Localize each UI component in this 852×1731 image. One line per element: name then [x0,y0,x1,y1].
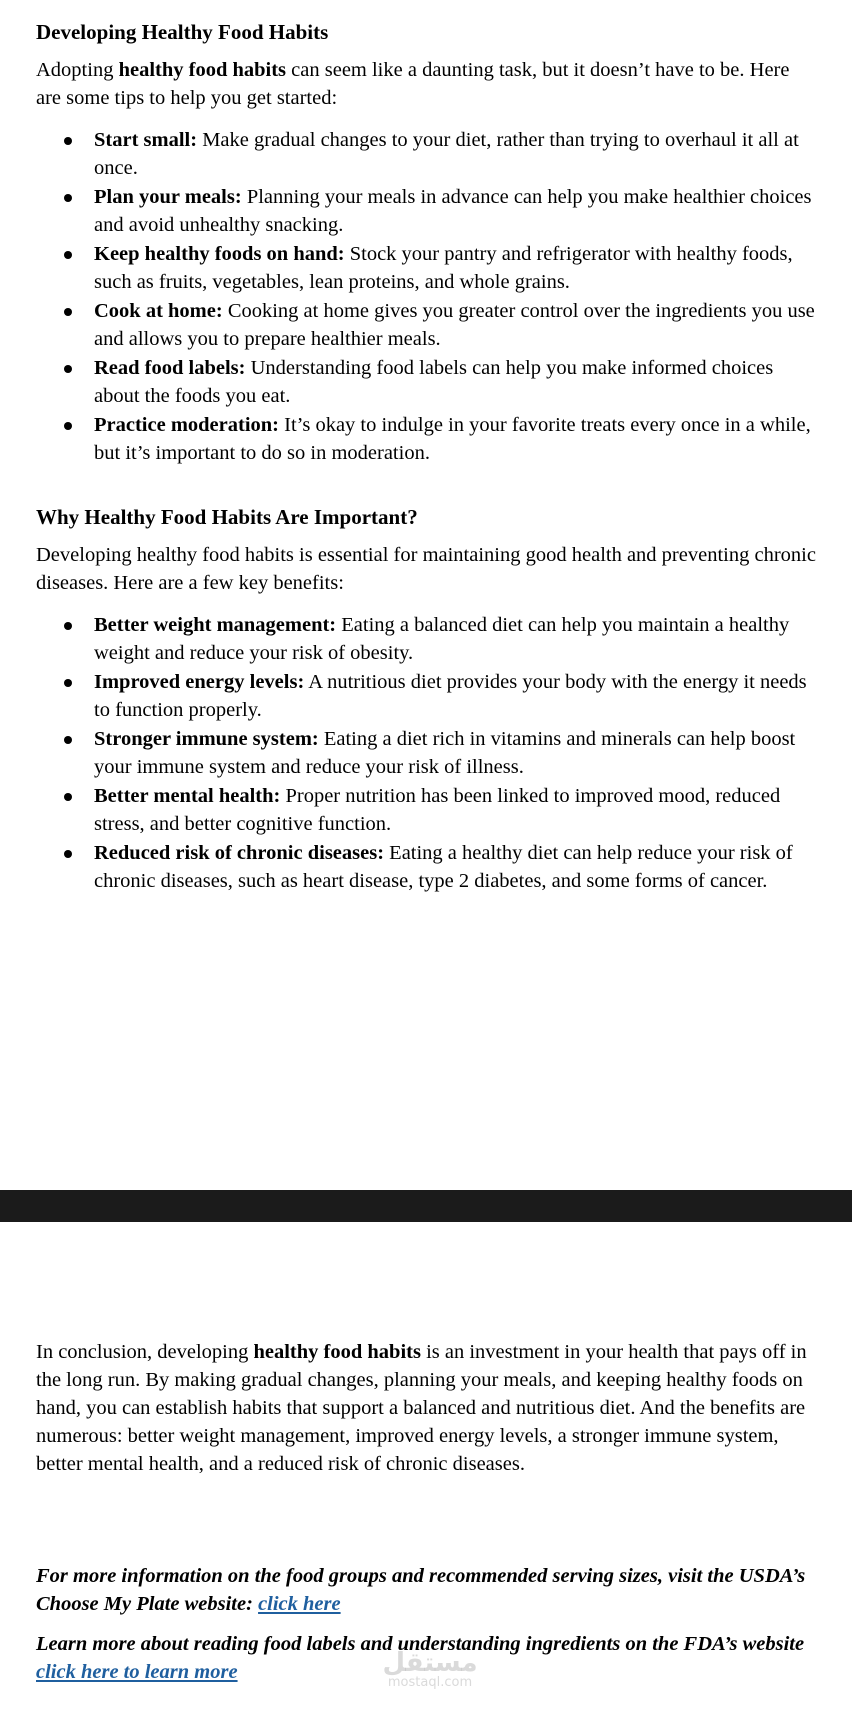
watermark-url: mostaql.com [387,1675,473,1690]
intro-text: can seem like a daunting task, but it doesn’t have to be. Here are some tips to help you get started: [36,59,790,109]
conclusion-pre: In conclusion, developing [36,1341,254,1363]
item-text: Cooking at home gives you greater control over the ingredients you use and allows you to prepare healthier meals. [94,300,815,350]
bullet-icon [64,137,72,145]
usda-info [36,1562,816,1618]
bullet-icon [64,308,72,316]
list-item [36,668,816,724]
item-text: Proper nutrition has been linked to improved mood, reduced stress, and better cognitive function. [94,785,781,835]
item-text: Eating a diet rich in vitamins and minerals can help boost your immune system and reduce your risk of illness. [94,728,796,778]
benefits-list [36,611,816,895]
item-label: Practice moderation: [94,414,279,436]
conclusion-post: is an investment in your health that pays off in the long run. By making gradual changes, planning your meals, and keeping healthy foods on hand, you can establish habits that support a balanced and nutritious diet. And the benefits are numerous: better weight management, improved energy levels, a stronger immune system, better mental health, and a reduced risk of chronic diseases. [36,1341,807,1475]
section2-intro: Developing healthy food habits is essential for maintaining good health and preventing chronic diseases. Here are a few key benefits: [36,544,816,594]
item-text: Stock your pantry and refrigerator with healthy foods, such as fruits, vegetables, lean proteins, and whole grains. [94,243,793,293]
bullet-icon [64,850,72,858]
conclusion-bold: healthy food habits [253,1341,421,1363]
section1-title: Developing Healthy Food Habits [36,20,329,44]
list-item [36,782,816,838]
bullet-icon [64,365,72,373]
item-text: Planning your meals in advance can help you make healthier choices and avoid unhealthy snacking. [94,186,812,236]
item-text: It’s okay to indulge in your favorite treats every once in a while, but it’s important to do so in moderation. [94,414,811,464]
list-item [36,725,816,781]
item-text: Eating a healthy diet can help reduce your risk of chronic diseases, such as heart disease, type 2 diabetes, and some forms of cancer. [94,842,793,892]
conclusion-text [36,1338,816,1478]
list-item [36,839,816,895]
section2-title: Why Healthy Food Habits Are Important? [36,505,418,529]
list-item [36,354,816,410]
tips-list [36,126,816,467]
item-text: Eating a balanced diet can help you maintain a healthy weight and reduce your risk of obesity. [94,614,790,664]
item-label: Cook at home: [94,300,223,322]
bullet-icon [64,622,72,630]
item-label: Start small: [94,129,198,151]
intro-bold: healthy food habits [118,59,287,81]
item-label: Keep healthy foods on hand: [94,243,345,265]
item-label: Better weight management: [94,614,337,636]
item-label: Better mental health: [94,785,281,807]
page-separator [0,1190,852,1222]
intro-text: Adopting [36,59,119,81]
bullet-icon [64,679,72,687]
section1-intro [36,56,816,112]
usda-text: For more information on the food groups and recommended serving sizes, visit the USDA’s Choose My Plate website: [36,1565,806,1615]
item-label: Improved energy levels: [94,671,305,693]
item-label: Reduced risk of chronic diseases: [94,842,385,864]
list-item [36,183,816,239]
list-item [36,126,816,182]
bullet-icon [64,251,72,259]
item-text: A nutritious diet provides your body with the energy it needs to function properly. [94,671,807,721]
list-item [36,611,816,667]
bullet-icon [64,793,72,801]
fda-text: Learn more about reading food labels and understanding ingredients on the FDA’s website [36,1633,805,1655]
item-text: Understanding food labels can help you make informed choices about the foods you eat. [94,357,774,407]
item-label: Read food labels: [94,357,246,379]
bullet-icon [64,422,72,430]
conclusion [36,1338,816,1478]
watermark [370,1650,490,1690]
usda-link[interactable]: click here [258,1593,341,1615]
list-item [36,240,816,296]
list-item [36,411,816,467]
list-item [36,297,816,353]
article-top [36,18,816,896]
item-text: Make gradual changes to your diet, rather than trying to overhaul it all at once. [94,129,799,179]
item-label: Plan your meals: [94,186,242,208]
watermark-logo: مستقل [382,1648,478,1678]
fda-link[interactable]: click here to learn more [36,1661,238,1683]
item-label: Stronger immune system: [94,728,319,750]
bullet-icon [64,736,72,744]
bullet-icon [64,194,72,202]
